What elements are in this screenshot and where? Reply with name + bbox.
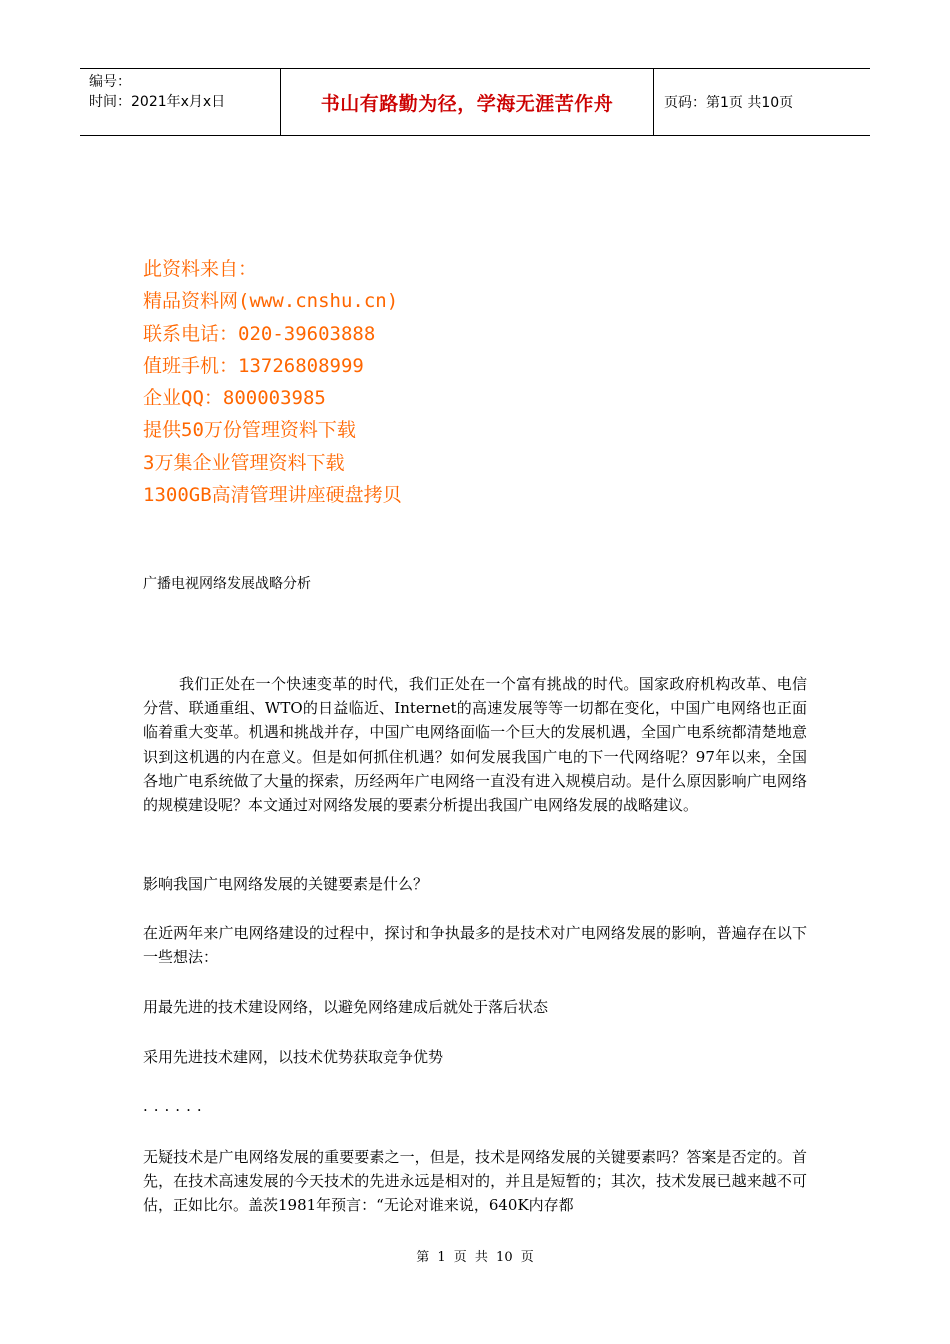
ellipsis: ......	[143, 1097, 208, 1115]
promo-line: 企业QQ：800003985	[143, 387, 326, 410]
list-item-1: 用最先进的技术建设网络，以避免网络建成后就处于落后状态	[143, 998, 549, 1016]
list-item-2: 采用先进技术建网，以技术优势获取竞争优势	[143, 1048, 444, 1066]
page-footer: 第 1 页 共 10 页	[416, 1250, 534, 1265]
page-header	[80, 68, 870, 136]
header-meta	[80, 69, 281, 135]
promo-line: 值班手机：13726808999	[143, 354, 364, 377]
promo-line: 联系电话：020-39603888	[143, 322, 376, 345]
intro-paragraph: 我们正处在一个快速变革的时代，我们正处在一个富有挑战的时代。国家政府机构改革、电信分营、联通重组、WTO的日益临近、Internet的高速发展等等一切都在变化，中国广电网络也正面临着重大变革。机遇和挑战并存，中国广电网络面临一个巨大的发展机遇，全国广电系统都清楚地意识到这机遇的内在意义。但是如何抓住机遇？如何发展我国广电的下一代网络呢？97年以来，全国各地广电系统做了大量的探索，历经两年广电网络一直没有进入规模启动。是什么原因影响广电网络的规模建设呢？本文通过对网络发展的要素分析提出我国广电网络发展的战略建议。	[143, 675, 807, 815]
header-page-number: 页码：第1页 共10页	[664, 95, 794, 111]
promo-line: 此资料来自：	[143, 258, 258, 280]
promo-line: 精品资料网(www.cnshu.cn)	[143, 290, 399, 313]
promo-line: 3万集企业管理资料下载	[143, 451, 345, 474]
number-label: 编号：	[89, 74, 131, 90]
promo-line: 1300GB高清管理讲座硬盘拷贝	[143, 484, 402, 507]
question-heading: 影响我国广电网络发展的关键要素是什么？	[143, 875, 429, 893]
promo-line: 提供50万份管理资料下载	[143, 419, 356, 442]
paragraph-3: 无疑技术是广电网络发展的重要要素之一，但是，技术是网络发展的关键要素吗？答案是否定的。首先，在技术高速发展的今天技术的先进永远是相对的，并且是短暂的；其次，技术发展已越来越不可估，正如比尔。盖茨1981年预言：“无论对谁来说，640K内存都	[143, 1148, 807, 1215]
time-label: 时间：2021年x月x日	[89, 94, 226, 110]
document-title: 广播电视网络发展战略分析	[143, 576, 311, 592]
header-motto: 书山有路勤为径，学海无涯苦作舟	[281, 69, 654, 135]
paragraph-2: 在近两年来广电网络建设的过程中，探讨和争执最多的是技术对广电网络发展的影响，普遍存在以下一些想法：	[143, 924, 807, 967]
promo-block	[143, 253, 402, 511]
